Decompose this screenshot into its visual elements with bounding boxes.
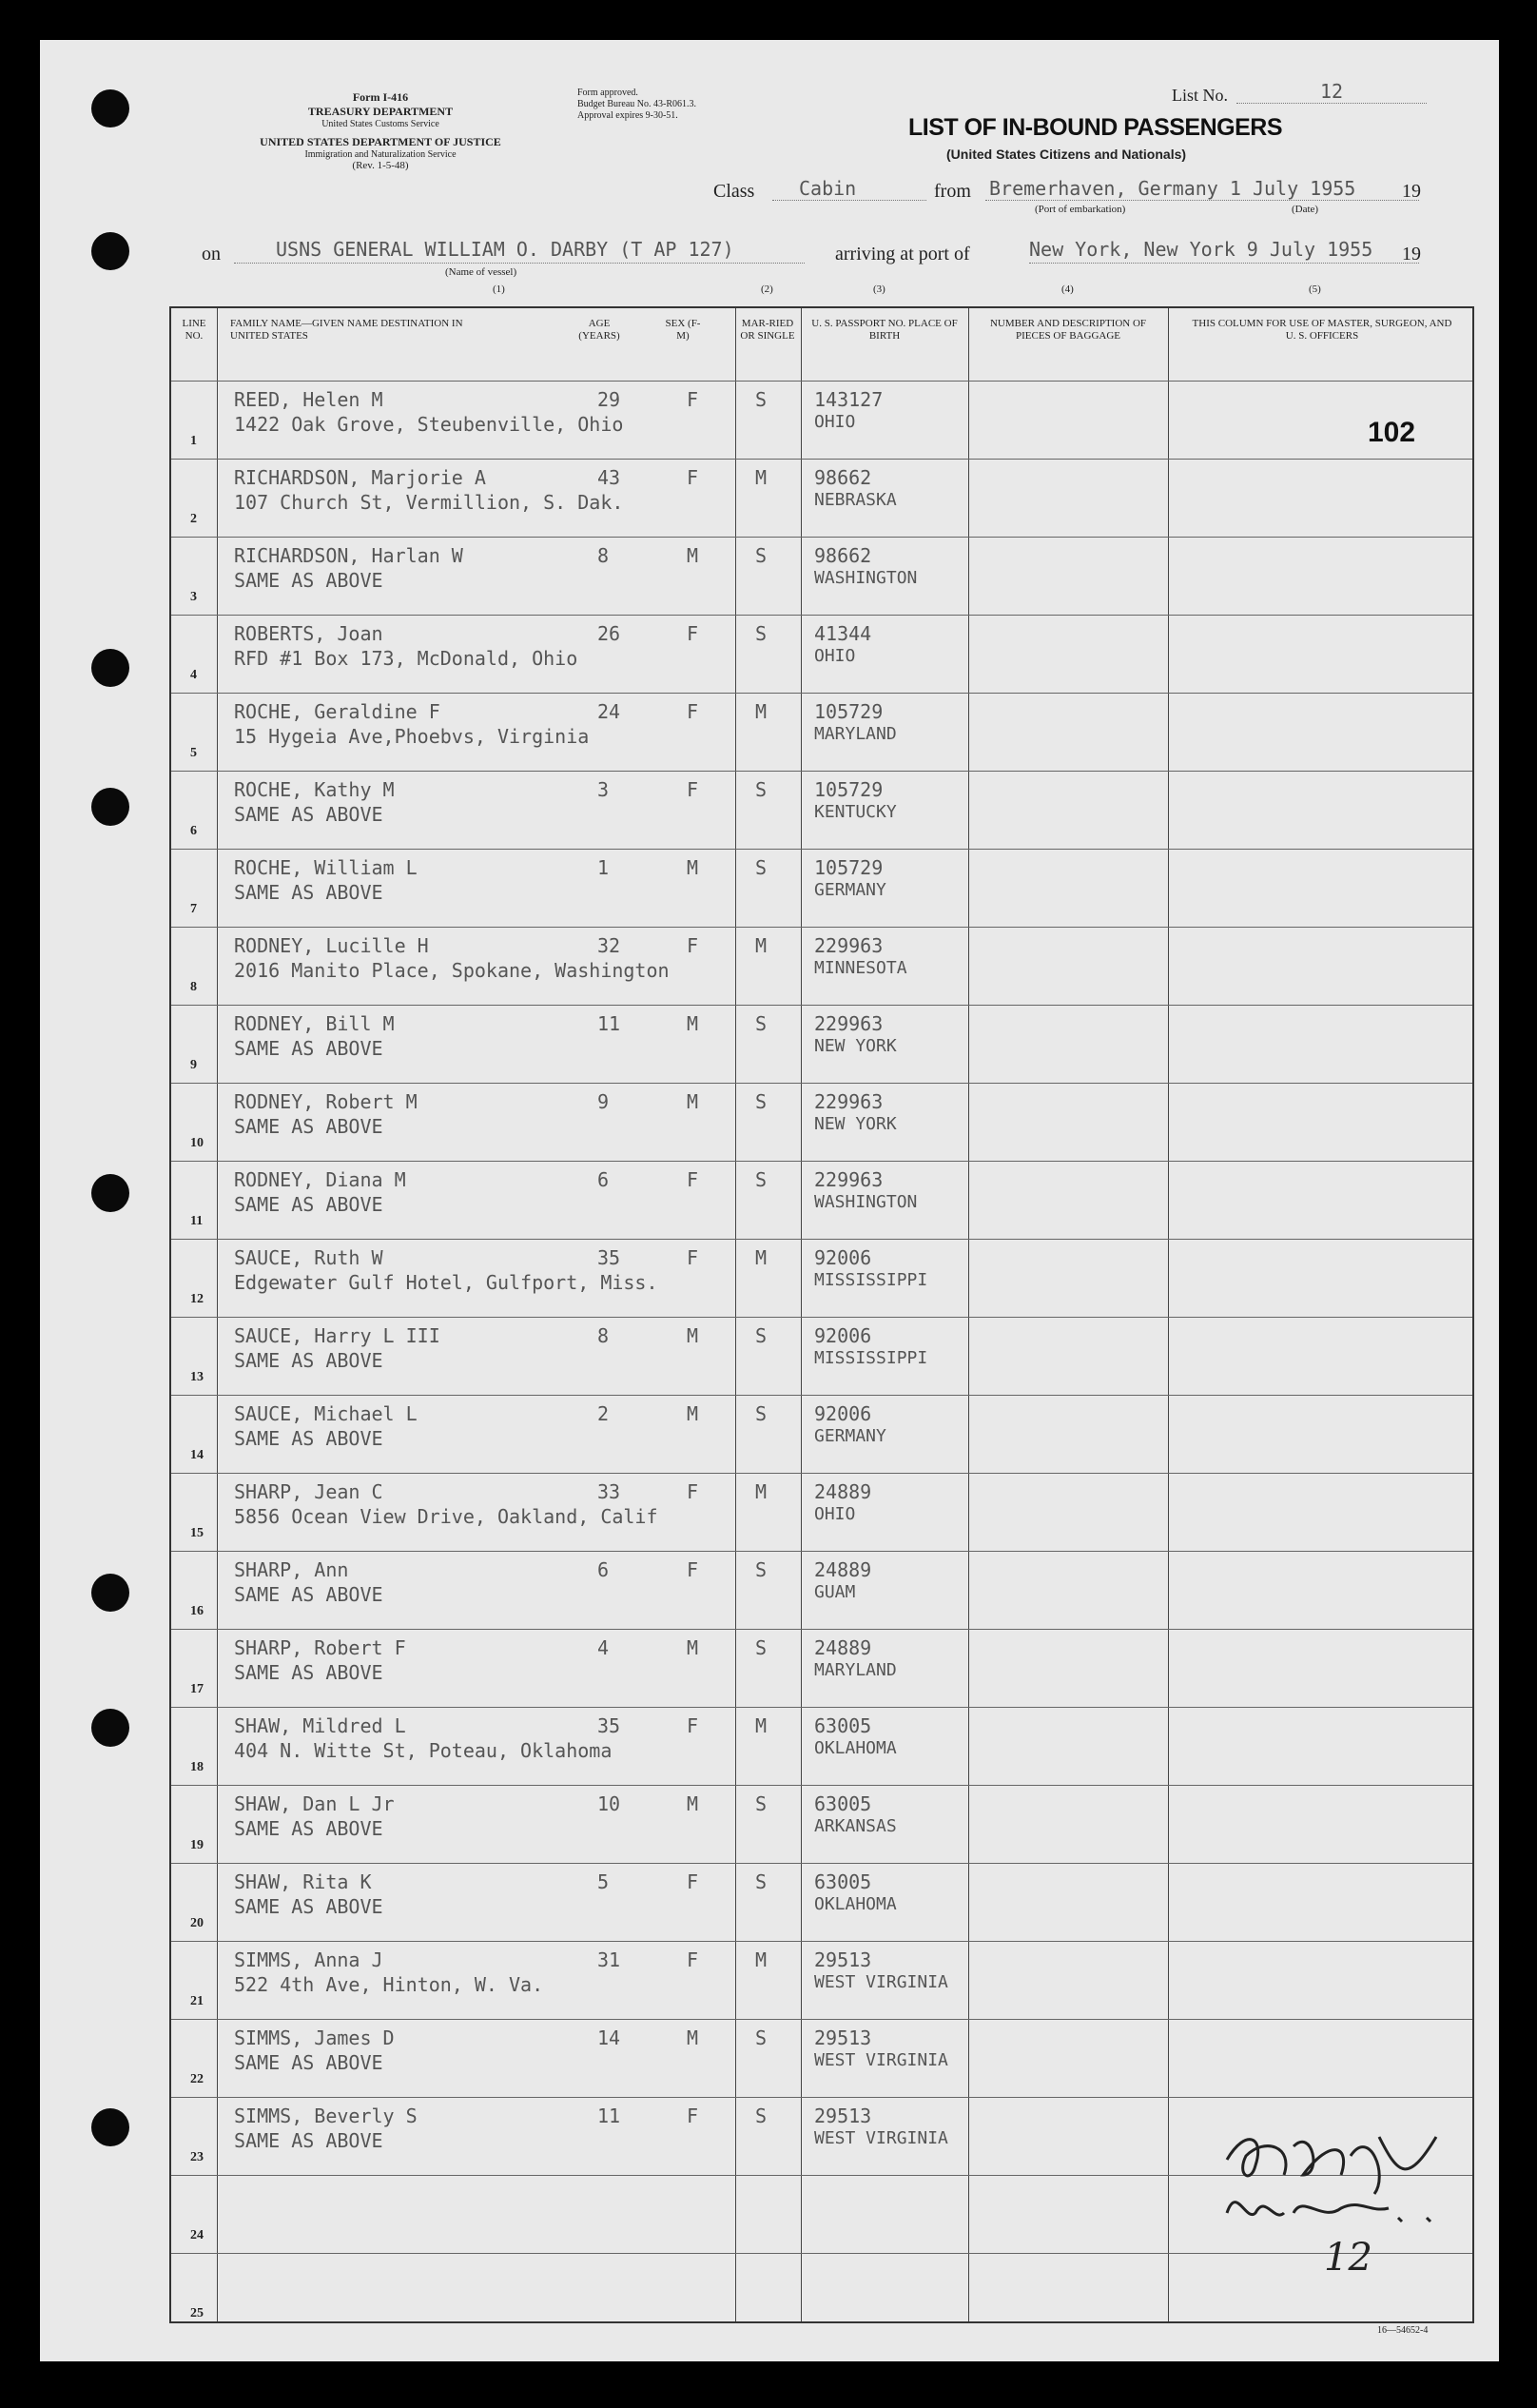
date-label: (Date) bbox=[1292, 204, 1319, 215]
passenger-table bbox=[169, 306, 1474, 2323]
passenger-destination: 15 Hygeia Ave,Phoebvs, Virginia bbox=[234, 725, 590, 748]
passenger-destination: 522 4th Ave, Hinton, W. Va. bbox=[234, 1973, 544, 1996]
footer-code: 16—54652-4 bbox=[1377, 2325, 1429, 2336]
marital-status: S bbox=[755, 1636, 768, 1659]
passenger-name: SIMMS, Anna J bbox=[234, 1948, 383, 1971]
department-block bbox=[190, 90, 571, 171]
line-number: 16 bbox=[190, 1604, 204, 1618]
passenger-sex: M bbox=[687, 2026, 699, 2049]
passenger-destination: SAME AS ABOVE bbox=[234, 1427, 383, 1450]
passenger-age: 5 bbox=[597, 1870, 610, 1893]
line-number: 8 bbox=[190, 980, 197, 994]
passport-number: 98662 bbox=[814, 544, 872, 567]
place-of-birth: WEST VIRGINIA bbox=[814, 2128, 948, 2148]
line-number: 20 bbox=[190, 1916, 204, 1930]
page-stamp: 102 bbox=[1368, 417, 1416, 448]
col-num-2: (2) bbox=[761, 284, 773, 295]
passenger-sex: F bbox=[687, 1246, 699, 1269]
passport-number: 63005 bbox=[814, 1870, 872, 1893]
place-of-birth: WASHINGTON bbox=[814, 1192, 918, 1212]
passenger-name: RICHARDSON, Harlan W bbox=[234, 544, 463, 567]
passport-number: 29513 bbox=[814, 2026, 872, 2049]
passenger-sex: M bbox=[687, 1402, 699, 1425]
approval-block bbox=[577, 88, 696, 122]
line-number: 22 bbox=[190, 2072, 204, 2086]
binder-hole bbox=[91, 788, 129, 826]
on-label: on bbox=[202, 244, 221, 264]
marital-status: S bbox=[755, 1870, 768, 1893]
vessel-label: (Name of vessel) bbox=[445, 266, 517, 278]
passenger-destination: SAME AS ABOVE bbox=[234, 1895, 383, 1918]
page-subtitle: (United States Citizens and Nationals) bbox=[946, 147, 1187, 162]
dept1: TREASURY DEPARTMENT bbox=[307, 105, 454, 118]
passenger-age: 33 bbox=[597, 1480, 621, 1503]
handwritten-number: 12 bbox=[1324, 2236, 1372, 2280]
passenger-age: 3 bbox=[597, 778, 610, 801]
passenger-age: 8 bbox=[597, 1324, 610, 1347]
passenger-age: 29 bbox=[597, 388, 621, 411]
passenger-sex: M bbox=[687, 1324, 699, 1347]
passenger-name: SHAW, Mildred L bbox=[234, 1714, 406, 1737]
class-value: Cabin bbox=[799, 177, 857, 200]
vessel-name: USNS GENERAL WILLIAM O. DARBY (T AP 127) bbox=[276, 238, 734, 261]
marital-status: M bbox=[755, 934, 768, 957]
place-of-birth: OKLAHOMA bbox=[814, 1894, 897, 1914]
marital-status: S bbox=[755, 1558, 768, 1581]
arriving-value: New York, New York 9 July 1955 bbox=[1029, 238, 1373, 261]
line-number: 10 bbox=[190, 1136, 204, 1150]
passenger-sex: M bbox=[687, 1090, 699, 1113]
passenger-destination: 5856 Ocean View Drive, Oakland, Calif bbox=[234, 1505, 658, 1528]
passenger-destination: RFD #1 Box 173, McDonald, Ohio bbox=[234, 647, 578, 670]
marital-status: M bbox=[755, 466, 768, 489]
dept1-sub: United States Customs Service bbox=[321, 119, 439, 129]
line-number: 15 bbox=[190, 1526, 204, 1540]
place-of-birth: OHIO bbox=[814, 412, 856, 432]
passenger-destination: SAME AS ABOVE bbox=[234, 1349, 383, 1372]
place-of-birth: NEW YORK bbox=[814, 1036, 897, 1056]
line-number: 17 bbox=[190, 1682, 204, 1696]
passport-number: 92006 bbox=[814, 1324, 872, 1347]
marital-status: M bbox=[755, 1246, 768, 1269]
passenger-destination: Edgewater Gulf Hotel, Gulfport, Miss. bbox=[234, 1271, 658, 1294]
place-of-birth: OKLAHOMA bbox=[814, 1738, 897, 1758]
marital-status: S bbox=[755, 1402, 768, 1425]
passport-number: 229963 bbox=[814, 934, 884, 957]
passenger-sex: F bbox=[687, 1480, 699, 1503]
place-of-birth: MARYLAND bbox=[814, 1660, 897, 1680]
col-header-married: MAR-RIED OR SINGLE bbox=[740, 318, 795, 342]
place-of-birth: ARKANSAS bbox=[814, 1816, 897, 1836]
passenger-name: SHAW, Dan L Jr bbox=[234, 1792, 395, 1815]
passenger-age: 6 bbox=[597, 1558, 610, 1581]
passenger-name: SAUCE, Harry L III bbox=[234, 1324, 440, 1347]
passenger-destination: SAME AS ABOVE bbox=[234, 1115, 383, 1138]
marital-status: S bbox=[755, 622, 768, 645]
col-header-officers: THIS COLUMN FOR USE OF MASTER, SURGEON, AND U. S. OFFICERS bbox=[1192, 318, 1452, 342]
passenger-destination: SAME AS ABOVE bbox=[234, 1583, 383, 1606]
place-of-birth: MINNESOTA bbox=[814, 958, 907, 978]
place-of-birth: WEST VIRGINIA bbox=[814, 2050, 948, 2070]
passenger-name: SHARP, Robert F bbox=[234, 1636, 406, 1659]
col-header-baggage: NUMBER AND DESCRIPTION OF PIECES OF BAGGAGE bbox=[989, 318, 1147, 342]
passport-number: 229963 bbox=[814, 1168, 884, 1191]
year-suffix: 19 bbox=[1402, 181, 1421, 202]
passenger-age: 2 bbox=[597, 1402, 610, 1425]
from-label: from bbox=[934, 181, 971, 202]
line-number: 4 bbox=[190, 668, 197, 682]
place-of-birth: WASHINGTON bbox=[814, 568, 918, 588]
passport-number: 63005 bbox=[814, 1714, 872, 1737]
place-of-birth: GERMANY bbox=[814, 1426, 886, 1446]
passenger-age: 10 bbox=[597, 1792, 621, 1815]
passport-number: 105729 bbox=[814, 700, 884, 723]
marital-status: S bbox=[755, 778, 768, 801]
binder-hole bbox=[91, 649, 129, 687]
col-num-5: (5) bbox=[1309, 284, 1321, 295]
passenger-name: RODNEY, Lucille H bbox=[234, 934, 429, 957]
passenger-age: 9 bbox=[597, 1090, 610, 1113]
passenger-name: SAUCE, Ruth W bbox=[234, 1246, 383, 1269]
line-number: 24 bbox=[190, 2228, 204, 2242]
marital-status: S bbox=[755, 1090, 768, 1113]
passenger-name: SIMMS, Beverly S bbox=[234, 2105, 418, 2127]
passenger-name: ROBERTS, Joan bbox=[234, 622, 383, 645]
passenger-age: 11 bbox=[597, 2105, 621, 2127]
line-number: 11 bbox=[190, 1214, 204, 1228]
line-number: 7 bbox=[190, 902, 197, 916]
passenger-name: SHARP, Ann bbox=[234, 1558, 349, 1581]
col-num-3: (3) bbox=[873, 284, 885, 295]
passenger-sex: F bbox=[687, 1948, 699, 1971]
place-of-birth: WEST VIRGINIA bbox=[814, 1972, 948, 1992]
passport-number: 105729 bbox=[814, 856, 884, 879]
passenger-destination: SAME AS ABOVE bbox=[234, 1661, 383, 1684]
passenger-sex: F bbox=[687, 466, 699, 489]
line-number: 14 bbox=[190, 1448, 204, 1462]
line-number: 21 bbox=[190, 1994, 204, 2008]
marital-status: S bbox=[755, 2105, 768, 2127]
passenger-sex: M bbox=[687, 856, 699, 879]
passport-number: 29513 bbox=[814, 1948, 872, 1971]
passenger-age: 26 bbox=[597, 622, 621, 645]
passport-number: 29513 bbox=[814, 2105, 872, 2127]
line-number: 2 bbox=[190, 512, 197, 526]
col-num-1: (1) bbox=[493, 284, 505, 295]
line-number: 13 bbox=[190, 1370, 204, 1384]
passenger-sex: F bbox=[687, 622, 699, 645]
passenger-age: 35 bbox=[597, 1714, 621, 1737]
passenger-sex: F bbox=[687, 1168, 699, 1191]
passport-number: 24889 bbox=[814, 1636, 872, 1659]
place-of-birth: MISSISSIPPI bbox=[814, 1270, 928, 1290]
passport-number: 229963 bbox=[814, 1012, 884, 1035]
line-number: 1 bbox=[190, 434, 197, 448]
marital-status: M bbox=[755, 1948, 768, 1971]
passenger-name: SIMMS, James D bbox=[234, 2026, 395, 2049]
approved-line1: Form approved. bbox=[577, 88, 638, 98]
marital-status: M bbox=[755, 1480, 768, 1503]
passenger-name: SAUCE, Michael L bbox=[234, 1402, 418, 1425]
passenger-destination: 1422 Oak Grove, Steubenville, Ohio bbox=[234, 413, 624, 436]
place-of-birth: OHIO bbox=[814, 646, 856, 666]
passenger-sex: F bbox=[687, 1558, 699, 1581]
line-number: 25 bbox=[190, 2306, 204, 2320]
line-number: 6 bbox=[190, 824, 197, 838]
binder-hole bbox=[91, 1174, 129, 1212]
passenger-name: RODNEY, Diana M bbox=[234, 1168, 406, 1191]
passenger-age: 1 bbox=[597, 856, 610, 879]
approved-line3: Approval expires 9-30-51. bbox=[577, 110, 678, 121]
binder-hole bbox=[91, 2108, 129, 2146]
passenger-name: ROCHE, Kathy M bbox=[234, 778, 395, 801]
passport-number: 92006 bbox=[814, 1402, 872, 1425]
passport-number: 24889 bbox=[814, 1558, 872, 1581]
passenger-destination: SAME AS ABOVE bbox=[234, 1037, 383, 1060]
passenger-name: SHAW, Rita K bbox=[234, 1870, 372, 1893]
passenger-name: ROCHE, William L bbox=[234, 856, 418, 879]
passport-number: 63005 bbox=[814, 1792, 872, 1815]
approved-line2: Budget Bureau No. 43-R061.3. bbox=[577, 99, 696, 109]
form-number: Form I-416 bbox=[352, 90, 409, 104]
passenger-age: 43 bbox=[597, 466, 621, 489]
passenger-destination: SAME AS ABOVE bbox=[234, 1193, 383, 1216]
line-number: 18 bbox=[190, 1760, 204, 1774]
passport-number: 229963 bbox=[814, 1090, 884, 1113]
place-of-birth: KENTUCKY bbox=[814, 802, 897, 822]
binder-hole bbox=[91, 89, 129, 127]
marital-status: M bbox=[755, 1714, 768, 1737]
passport-number: 98662 bbox=[814, 466, 872, 489]
passenger-age: 11 bbox=[597, 1012, 621, 1035]
passenger-sex: F bbox=[687, 934, 699, 957]
col-header-sex: SEX (F-M) bbox=[665, 318, 701, 342]
from-value: Bremerhaven, Germany 1 July 1955 bbox=[989, 177, 1356, 200]
passenger-age: 4 bbox=[597, 1636, 610, 1659]
passenger-destination: 404 N. Witte St, Poteau, Oklahoma bbox=[234, 1739, 613, 1762]
col-header-line: LINE NO. bbox=[182, 318, 206, 342]
passport-number: 24889 bbox=[814, 1480, 872, 1503]
passenger-name: REED, Helen M bbox=[234, 388, 383, 411]
passenger-destination: SAME AS ABOVE bbox=[234, 2051, 383, 2074]
passenger-sex: F bbox=[687, 700, 699, 723]
line-number: 19 bbox=[190, 1838, 204, 1852]
passenger-age: 6 bbox=[597, 1168, 610, 1191]
col-header-passport: U. S. PASSPORT NO. PLACE OF BIRTH bbox=[811, 318, 958, 342]
place-of-birth: NEW YORK bbox=[814, 1114, 897, 1134]
col-header-age: AGE (YEARS) bbox=[578, 318, 620, 342]
passenger-name: RODNEY, Bill M bbox=[234, 1012, 395, 1035]
place-of-birth: MARYLAND bbox=[814, 724, 897, 744]
passenger-sex: F bbox=[687, 388, 699, 411]
line-number: 9 bbox=[190, 1058, 197, 1072]
passenger-sex: F bbox=[687, 778, 699, 801]
marital-status: S bbox=[755, 856, 768, 879]
marital-status: S bbox=[755, 1792, 768, 1815]
place-of-birth: GERMANY bbox=[814, 880, 886, 900]
rev: (Rev. 1-5-48) bbox=[352, 160, 409, 171]
col-header-name: FAMILY NAME—GIVEN NAME DESTINATION IN UNITED STATES bbox=[230, 318, 463, 342]
passenger-name: ROCHE, Geraldine F bbox=[234, 700, 440, 723]
passenger-sex: M bbox=[687, 544, 699, 567]
page-title: LIST OF IN-BOUND PASSENGERS bbox=[908, 114, 1283, 141]
list-no-value: 12 bbox=[1320, 80, 1344, 103]
passenger-age: 31 bbox=[597, 1948, 621, 1971]
marital-status: S bbox=[755, 1012, 768, 1035]
passenger-age: 32 bbox=[597, 934, 621, 957]
arriving-label: arriving at port of bbox=[835, 244, 970, 264]
marital-status: S bbox=[755, 1168, 768, 1191]
marital-status: S bbox=[755, 1324, 768, 1347]
marital-status: S bbox=[755, 388, 768, 411]
dept2-sub: Immigration and Naturalization Service bbox=[304, 149, 457, 160]
port-embark-label: (Port of embarkation) bbox=[1035, 204, 1126, 215]
passenger-sex: M bbox=[687, 1012, 699, 1035]
passenger-name: RODNEY, Robert M bbox=[234, 1090, 418, 1113]
place-of-birth: MISSISSIPPI bbox=[814, 1348, 928, 1368]
passenger-destination: SAME AS ABOVE bbox=[234, 569, 383, 592]
marital-status: S bbox=[755, 2026, 768, 2049]
place-of-birth: GUAM bbox=[814, 1582, 856, 1602]
list-no-label: List No. bbox=[1172, 86, 1229, 105]
passenger-age: 24 bbox=[597, 700, 621, 723]
passenger-age: 35 bbox=[597, 1246, 621, 1269]
binder-hole bbox=[91, 232, 129, 270]
passenger-sex: F bbox=[687, 1870, 699, 1893]
place-of-birth: NEBRASKA bbox=[814, 490, 897, 510]
passenger-name: SHARP, Jean C bbox=[234, 1480, 383, 1503]
passenger-destination: SAME AS ABOVE bbox=[234, 2129, 383, 2152]
passenger-destination: SAME AS ABOVE bbox=[234, 1817, 383, 1840]
passenger-destination: SAME AS ABOVE bbox=[234, 803, 383, 826]
line-number: 5 bbox=[190, 746, 197, 760]
passenger-destination: SAME AS ABOVE bbox=[234, 881, 383, 904]
line-number: 3 bbox=[190, 590, 197, 604]
passenger-sex: M bbox=[687, 1792, 699, 1815]
passenger-sex: M bbox=[687, 1636, 699, 1659]
passenger-sex: F bbox=[687, 2105, 699, 2127]
passport-number: 92006 bbox=[814, 1246, 872, 1269]
binder-hole bbox=[91, 1574, 129, 1612]
passport-number: 41344 bbox=[814, 622, 872, 645]
passenger-sex: F bbox=[687, 1714, 699, 1737]
passenger-age: 8 bbox=[597, 544, 610, 567]
line-number: 12 bbox=[190, 1292, 204, 1306]
passenger-age: 14 bbox=[597, 2026, 621, 2049]
passenger-destination: 107 Church St, Vermillion, S. Dak. bbox=[234, 491, 624, 514]
dept2: UNITED STATES DEPARTMENT OF JUSTICE bbox=[260, 135, 501, 148]
class-label: Class bbox=[713, 181, 755, 202]
marital-status: M bbox=[755, 700, 768, 723]
place-of-birth: OHIO bbox=[814, 1504, 856, 1524]
binder-hole bbox=[91, 1709, 129, 1747]
line-number: 23 bbox=[190, 2150, 204, 2164]
col-num-4: (4) bbox=[1061, 284, 1074, 295]
passenger-name: RICHARDSON, Marjorie A bbox=[234, 466, 486, 489]
year-suffix-2: 19 bbox=[1402, 244, 1421, 264]
passport-number: 143127 bbox=[814, 388, 884, 411]
marital-status: S bbox=[755, 544, 768, 567]
passenger-destination: 2016 Manito Place, Spokane, Washington bbox=[234, 959, 670, 982]
passport-number: 105729 bbox=[814, 778, 884, 801]
